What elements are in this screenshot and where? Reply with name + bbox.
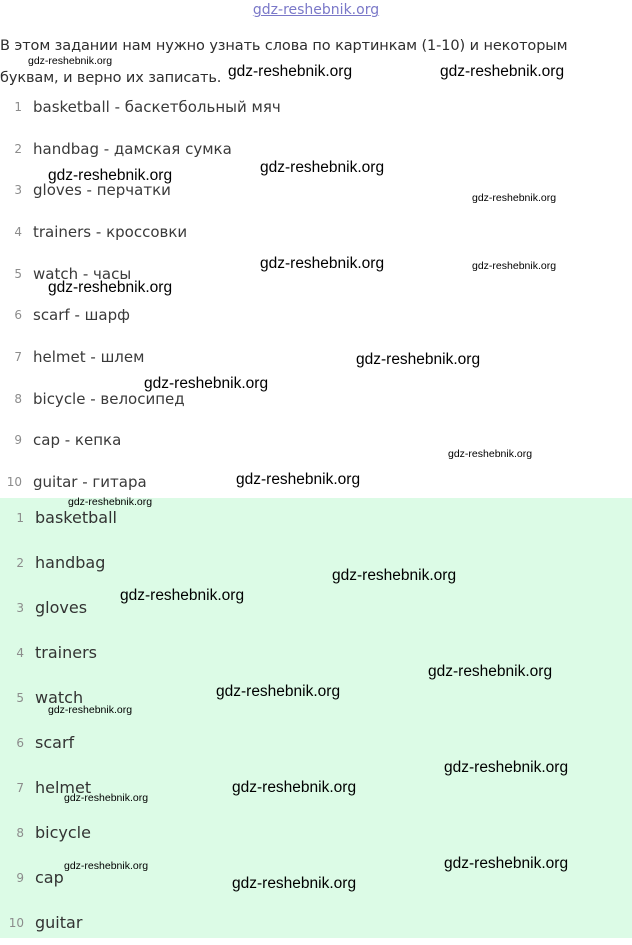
list-item bbox=[0, 900, 632, 945]
answer-word: scarf bbox=[35, 733, 75, 752]
list-item bbox=[0, 540, 632, 585]
item-number: 3 bbox=[14, 183, 22, 198]
watermark-text: gdz-reshebnik.org bbox=[64, 792, 149, 804]
watermark-text: gdz-reshebnik.org bbox=[356, 351, 481, 368]
watermark-text: gdz-reshebnik.org bbox=[216, 683, 341, 700]
answer-word: basketball bbox=[35, 508, 117, 527]
item-number: 5 bbox=[14, 266, 22, 281]
item-number: 2 bbox=[14, 141, 22, 156]
item-number: 1 bbox=[16, 510, 24, 525]
answer-word: guitar bbox=[35, 913, 83, 932]
watermark-text: gdz-reshebnik.org bbox=[48, 167, 173, 184]
item-text: helmet - шлем bbox=[33, 347, 145, 366]
item-text: handbag - дамская сумка bbox=[33, 139, 232, 158]
list-item bbox=[0, 294, 632, 336]
item-number: 8 bbox=[16, 825, 24, 840]
site-header-link[interactable]: gdz-reshebnik.org bbox=[252, 2, 380, 18]
watermark-text: gdz-reshebnik.org bbox=[332, 567, 457, 584]
list-item bbox=[0, 336, 632, 378]
item-text: scarf - шарф bbox=[33, 306, 130, 325]
item-text: bicycle - велосипед bbox=[33, 389, 185, 408]
answer-word: watch bbox=[35, 688, 84, 707]
item-number: 4 bbox=[14, 224, 22, 239]
watermark-text: gdz-reshebnik.org bbox=[68, 496, 153, 508]
answer-word: helmet bbox=[35, 778, 92, 797]
item-number: 6 bbox=[14, 308, 22, 323]
watermark-text: gdz-reshebnik.org bbox=[64, 860, 149, 872]
watermark-text: gdz-reshebnik.org bbox=[448, 448, 533, 460]
answer-word: bicycle bbox=[35, 823, 91, 842]
item-number: 3 bbox=[16, 600, 24, 615]
answer-word: cap bbox=[35, 868, 64, 887]
item-number: 10 bbox=[8, 915, 24, 930]
watermark-text: gdz-reshebnik.org bbox=[48, 704, 133, 716]
item-number: 2 bbox=[16, 555, 24, 570]
watermark-text: gdz-reshebnik.org bbox=[444, 855, 569, 872]
item-number: 10 bbox=[6, 475, 22, 490]
watermark-text: gdz-reshebnik.org bbox=[48, 279, 173, 296]
item-number: 9 bbox=[16, 870, 24, 885]
watermark-text: gdz-reshebnik.org bbox=[428, 663, 553, 680]
watermark-text: gdz-reshebnik.org bbox=[472, 260, 557, 272]
watermark-text: gdz-reshebnik.org bbox=[444, 759, 569, 776]
item-text: trainers - кроссовки bbox=[33, 222, 188, 241]
watermark-text: gdz-reshebnik.org bbox=[232, 875, 357, 892]
list-item bbox=[0, 810, 632, 855]
item-number: 9 bbox=[14, 433, 22, 448]
item-text: gloves - перчатки bbox=[33, 181, 171, 200]
answer-word: gloves bbox=[35, 598, 88, 617]
item-number: 7 bbox=[16, 780, 24, 795]
answer-word: handbag bbox=[35, 553, 106, 572]
item-text: cap - кепка bbox=[33, 431, 122, 450]
item-number: 7 bbox=[14, 349, 22, 364]
list-item bbox=[0, 585, 632, 630]
watermark-text: gdz-reshebnik.org bbox=[232, 779, 357, 796]
item-text: watch - часы bbox=[33, 264, 132, 283]
item-number: 4 bbox=[16, 645, 24, 660]
item-number: 8 bbox=[14, 391, 22, 406]
watermark-text: gdz-reshebnik.org bbox=[236, 471, 361, 488]
answer-word: trainers bbox=[35, 643, 97, 662]
item-number: 1 bbox=[14, 99, 22, 114]
watermark-text: gdz-reshebnik.org bbox=[440, 63, 565, 80]
watermark-text: gdz-reshebnik.org bbox=[260, 255, 385, 272]
task-intro-text: В этом задании нам нужно узнать слова по картинкам (1-10) и некоторым буквам, и верно их записать. bbox=[0, 38, 568, 86]
list-item bbox=[0, 211, 632, 253]
list-item bbox=[0, 378, 632, 420]
watermark-text: gdz-reshebnik.org bbox=[260, 159, 385, 176]
item-number: 5 bbox=[16, 690, 24, 705]
watermark-text: gdz-reshebnik.org bbox=[472, 192, 557, 204]
watermark-text: gdz-reshebnik.org bbox=[120, 587, 245, 604]
item-number: 6 bbox=[16, 735, 24, 750]
watermark-text: gdz-reshebnik.org bbox=[144, 375, 269, 392]
item-text: guitar - гитара bbox=[33, 473, 147, 492]
item-text: basketball - баскетбольный мяч bbox=[33, 97, 281, 116]
list-item bbox=[0, 420, 632, 462]
watermark-text: gdz-reshebnik.org bbox=[28, 55, 113, 67]
list-item bbox=[0, 86, 632, 128]
watermark-text: gdz-reshebnik.org bbox=[228, 63, 353, 80]
